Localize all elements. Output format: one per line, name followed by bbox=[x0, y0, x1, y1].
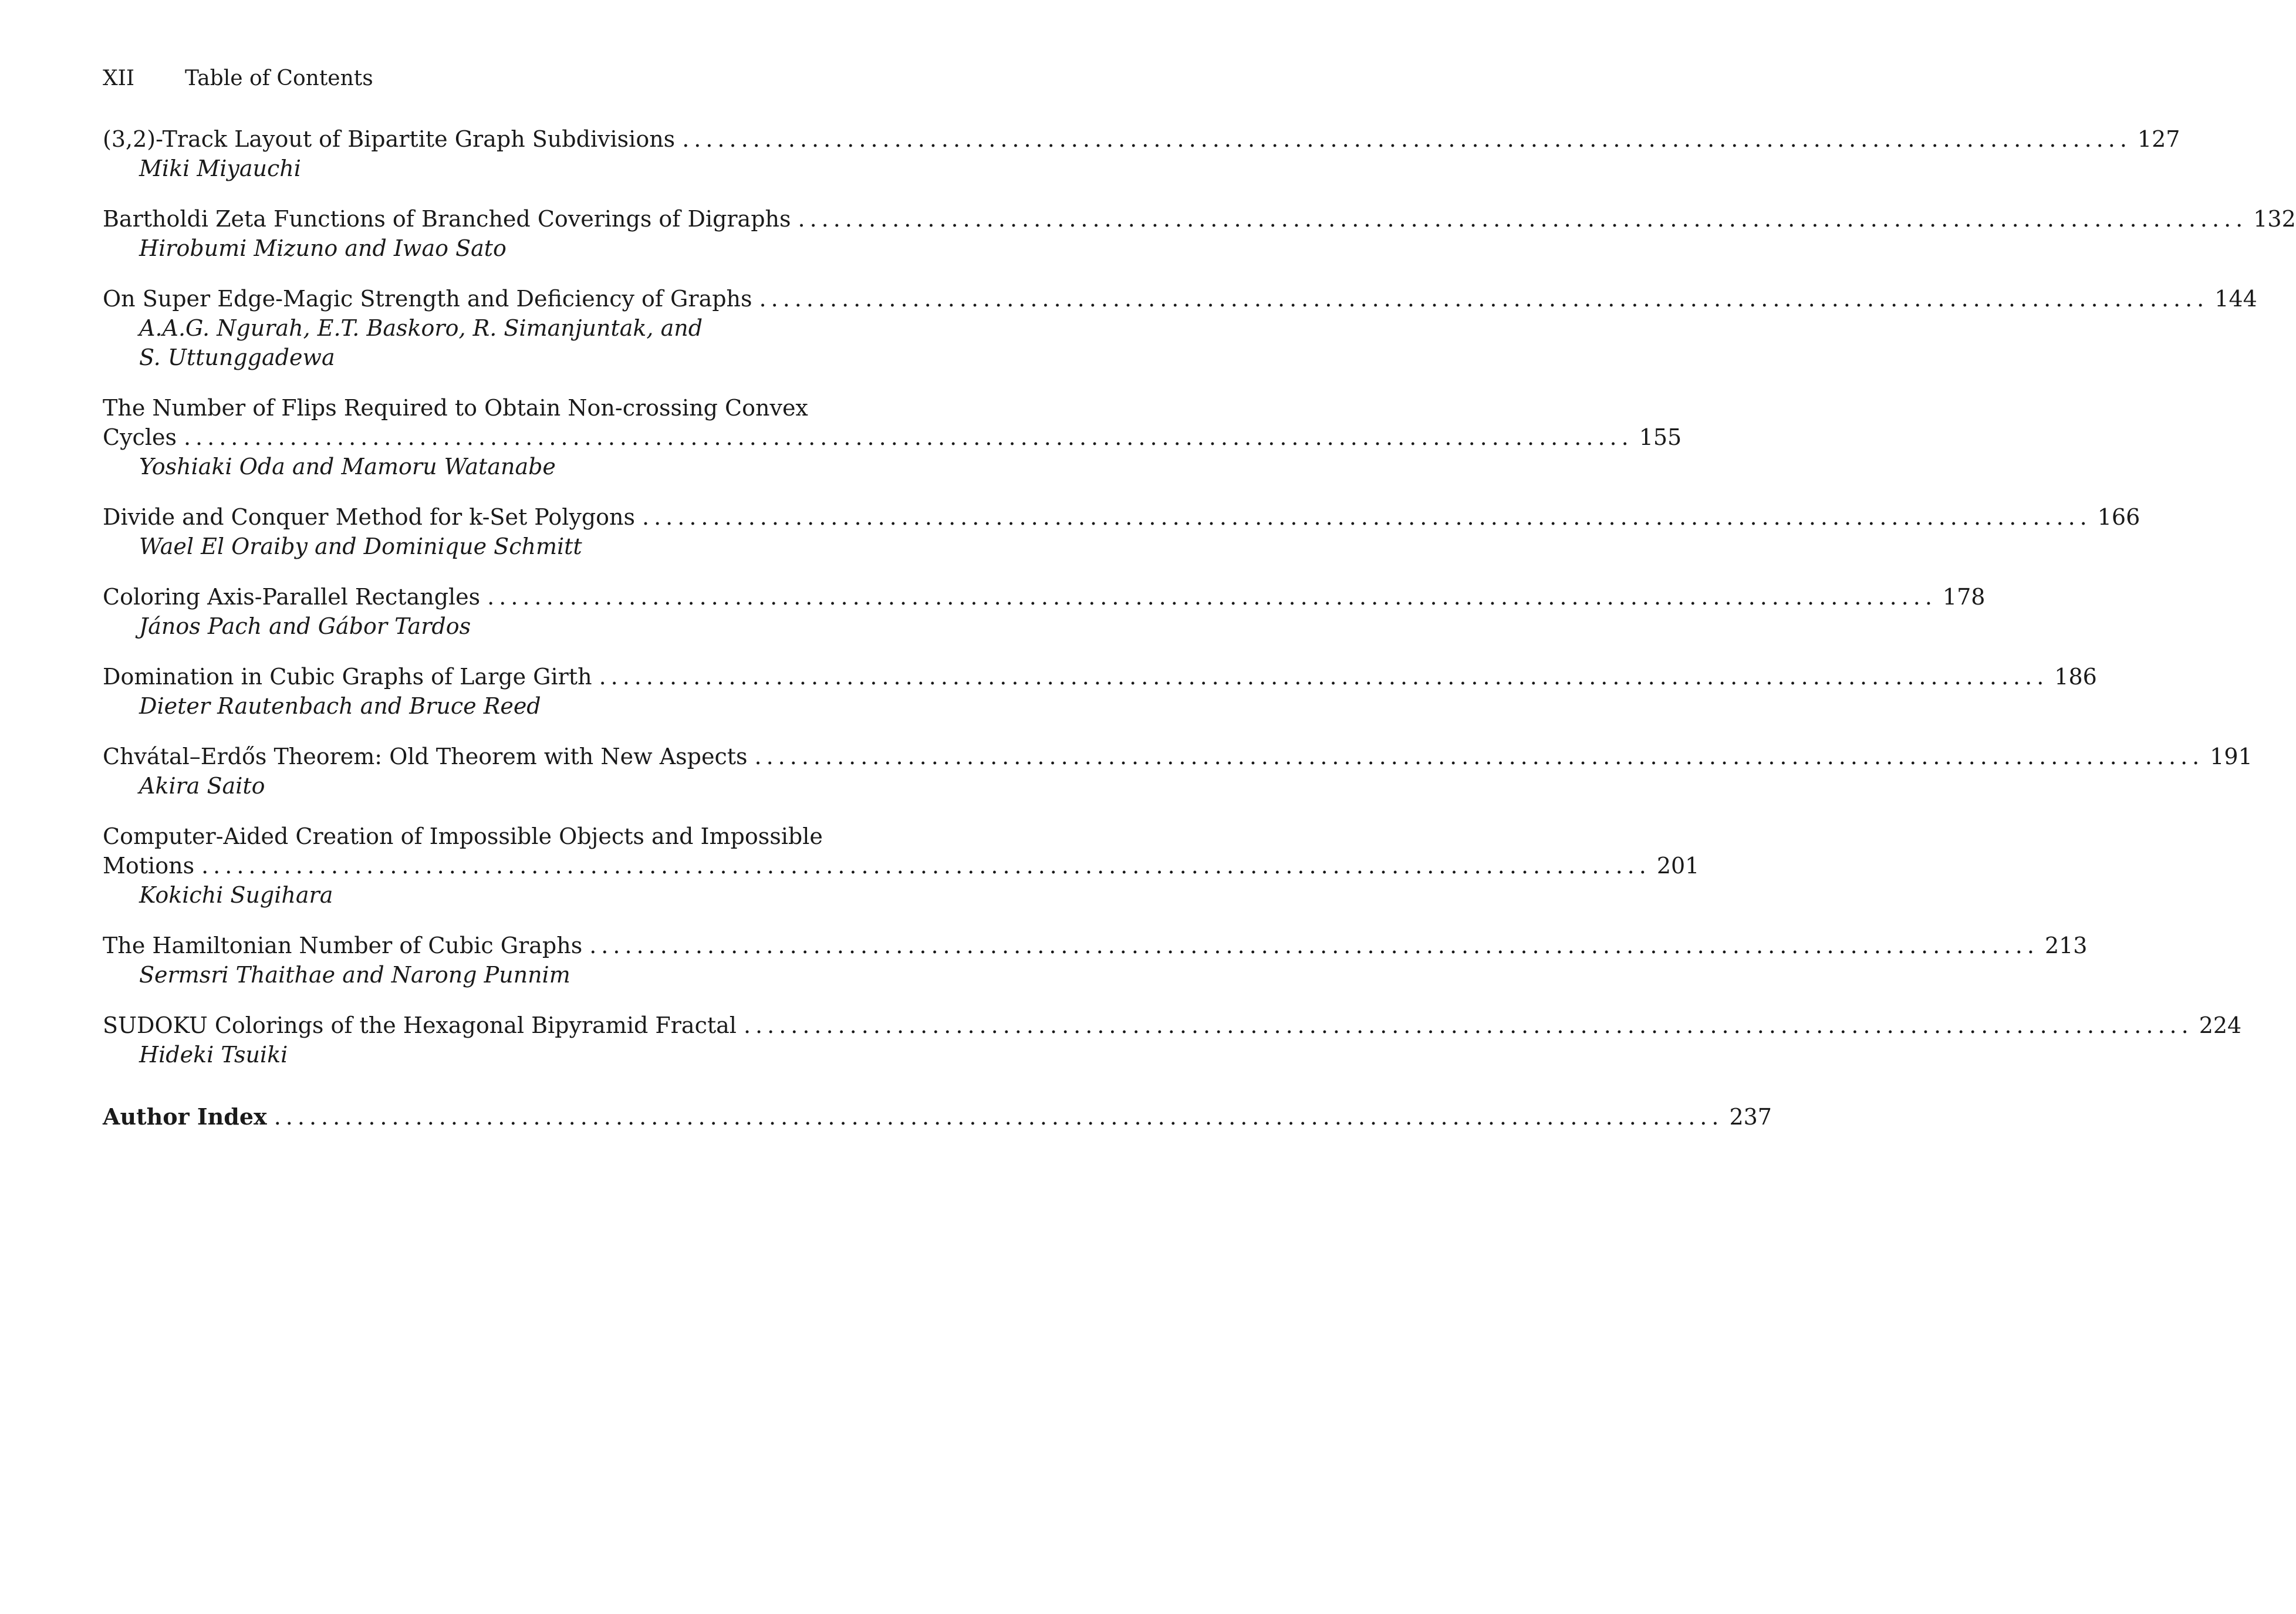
entry-title: Chvátal–Erdős Theorem: Old Theorem with New Aspects bbox=[103, 744, 748, 769]
entry-title: Bartholdi Zeta Functions of Branched Coverings of Digraphs bbox=[103, 206, 791, 232]
entry-title-first-line: The Number of Flips Required to Obtain Non-crossing Convex bbox=[103, 395, 808, 421]
entry-page-number[interactable]: 191 bbox=[2210, 744, 2253, 769]
toc-entry[interactable] bbox=[103, 393, 1682, 481]
toc-entry[interactable] bbox=[103, 822, 1700, 910]
running-head bbox=[103, 66, 373, 92]
entry-title: The Hamiltonian Number of Cubic Graphs bbox=[103, 933, 583, 958]
author-index-title: Author Index bbox=[103, 1103, 267, 1130]
entry-authors bbox=[139, 154, 749, 183]
author-line: A.A.G. Ngurah, E.T. Baskoro, R. Simanjuntak, and bbox=[139, 315, 703, 341]
entry-title-line bbox=[103, 582, 1986, 612]
entry-title-line bbox=[103, 284, 2257, 313]
entry-title-line bbox=[103, 1102, 1772, 1132]
entry-title: Cycles bbox=[103, 424, 177, 450]
toc-entry[interactable] bbox=[103, 502, 2140, 561]
entry-title-line bbox=[103, 851, 1700, 880]
toc-entry[interactable] bbox=[103, 284, 2257, 372]
entry-page-number[interactable]: 127 bbox=[2137, 126, 2180, 152]
toc-entry[interactable] bbox=[103, 204, 2296, 263]
toc-entry[interactable] bbox=[103, 742, 2253, 801]
entry-page-number[interactable]: 155 bbox=[1639, 424, 1682, 450]
entry-title-line bbox=[103, 931, 2088, 960]
entry-title: Coloring Axis-Parallel Rectangles bbox=[103, 584, 481, 610]
author-line: Sermsri Thaithae and Narong Punnim bbox=[139, 962, 570, 988]
toc-entry[interactable] bbox=[103, 1011, 2242, 1069]
entry-authors bbox=[139, 532, 749, 561]
leader-dots: ........................................................................................................................... bbox=[754, 744, 2204, 769]
running-head-title: Table of Contents bbox=[185, 66, 373, 90]
entry-authors bbox=[139, 1040, 749, 1069]
author-line: Miki Miyauchi bbox=[139, 156, 301, 181]
leader-dots: ........................................................................................................................... bbox=[599, 664, 2049, 690]
leader-dots: ........................................................................................................................... bbox=[589, 933, 2039, 958]
author-line: Kokichi Sugihara bbox=[139, 882, 333, 908]
entry-title-line bbox=[103, 204, 2296, 234]
entry-page-number[interactable]: 213 bbox=[2044, 933, 2088, 958]
entry-authors bbox=[139, 771, 749, 801]
entry-title-line bbox=[103, 742, 2253, 771]
entry-authors bbox=[139, 234, 749, 263]
leader-dots: ........................................................................................................................... bbox=[183, 424, 1633, 450]
toc-entry[interactable] bbox=[103, 931, 2088, 990]
toc-entry-author-index[interactable] bbox=[103, 1102, 1772, 1132]
author-line: Hirobumi Mizuno and Iwao Sato bbox=[139, 235, 507, 261]
leader-dots: ........................................................................................................................... bbox=[682, 126, 2132, 152]
author-line: János Pach and Gábor Tardos bbox=[139, 613, 471, 639]
leader-dots: ........................................................................................................................... bbox=[274, 1104, 1724, 1130]
leader-dots: ........................................................................................................................... bbox=[487, 584, 1937, 610]
entry-title: Domination in Cubic Graphs of Large Girth bbox=[103, 664, 592, 690]
author-line: Wael El Oraiby and Dominique Schmitt bbox=[139, 534, 582, 559]
entry-title: Divide and Conquer Method for k-Set Polygons bbox=[103, 504, 636, 530]
entry-title: On Super Edge-Magic Strength and Deficiency of Graphs bbox=[103, 286, 752, 312]
entry-title: SUDOKU Colorings of the Hexagonal Bipyramid Fractal bbox=[103, 1012, 737, 1038]
entry-title: (3,2)-Track Layout of Bipartite Graph Subdivisions bbox=[103, 126, 676, 152]
entry-authors bbox=[139, 880, 749, 910]
entry-title-line bbox=[103, 1011, 2242, 1040]
entry-page-number[interactable]: 144 bbox=[2214, 286, 2257, 312]
entry-page-number[interactable]: 201 bbox=[1656, 853, 1700, 879]
toc-entry[interactable] bbox=[103, 582, 1986, 641]
entry-page-number[interactable]: 186 bbox=[2054, 664, 2097, 690]
entry-authors bbox=[139, 313, 749, 372]
toc-entry[interactable] bbox=[103, 662, 2097, 721]
entry-page-number[interactable]: 178 bbox=[1942, 584, 1986, 610]
entry-authors bbox=[139, 452, 749, 481]
author-line: Akira Saito bbox=[139, 773, 265, 799]
entry-title: Motions bbox=[103, 853, 195, 879]
author-line: Hideki Tsuiki bbox=[139, 1042, 288, 1068]
entry-page-number[interactable]: 224 bbox=[2199, 1012, 2242, 1038]
leader-dots: ........................................................................................................................... bbox=[642, 504, 2092, 530]
author-line: Yoshiaki Oda and Mamoru Watanabe bbox=[139, 454, 556, 480]
entry-title-first-line: Computer-Aided Creation of Impossible Objects and Impossible bbox=[103, 823, 823, 849]
entry-page-number[interactable]: 132 bbox=[2253, 206, 2296, 232]
leader-dots: ........................................................................................................................... bbox=[798, 206, 2248, 232]
entry-title-line bbox=[103, 502, 2140, 532]
entry-authors bbox=[139, 612, 749, 641]
leader-dots: ........................................................................................................................... bbox=[759, 286, 2209, 312]
entry-page-number[interactable]: 166 bbox=[2097, 504, 2140, 530]
author-index-page-number[interactable]: 237 bbox=[1729, 1104, 1772, 1130]
page-folio: XII bbox=[103, 66, 135, 90]
leader-dots: ........................................................................................................................... bbox=[743, 1012, 2193, 1038]
author-line: Dieter Rautenbach and Bruce Reed bbox=[139, 693, 541, 719]
toc-entry[interactable] bbox=[103, 124, 2180, 183]
leader-dots: ........................................................................................................................... bbox=[201, 853, 1651, 879]
entry-title-line bbox=[103, 124, 2180, 154]
author-line: S. Uttunggadewa bbox=[139, 345, 335, 370]
table-of-contents bbox=[103, 124, 2296, 1153]
entry-authors bbox=[139, 691, 749, 721]
entry-title-line bbox=[103, 662, 2097, 691]
entry-authors bbox=[139, 960, 749, 990]
entry-title-line bbox=[103, 423, 1682, 452]
